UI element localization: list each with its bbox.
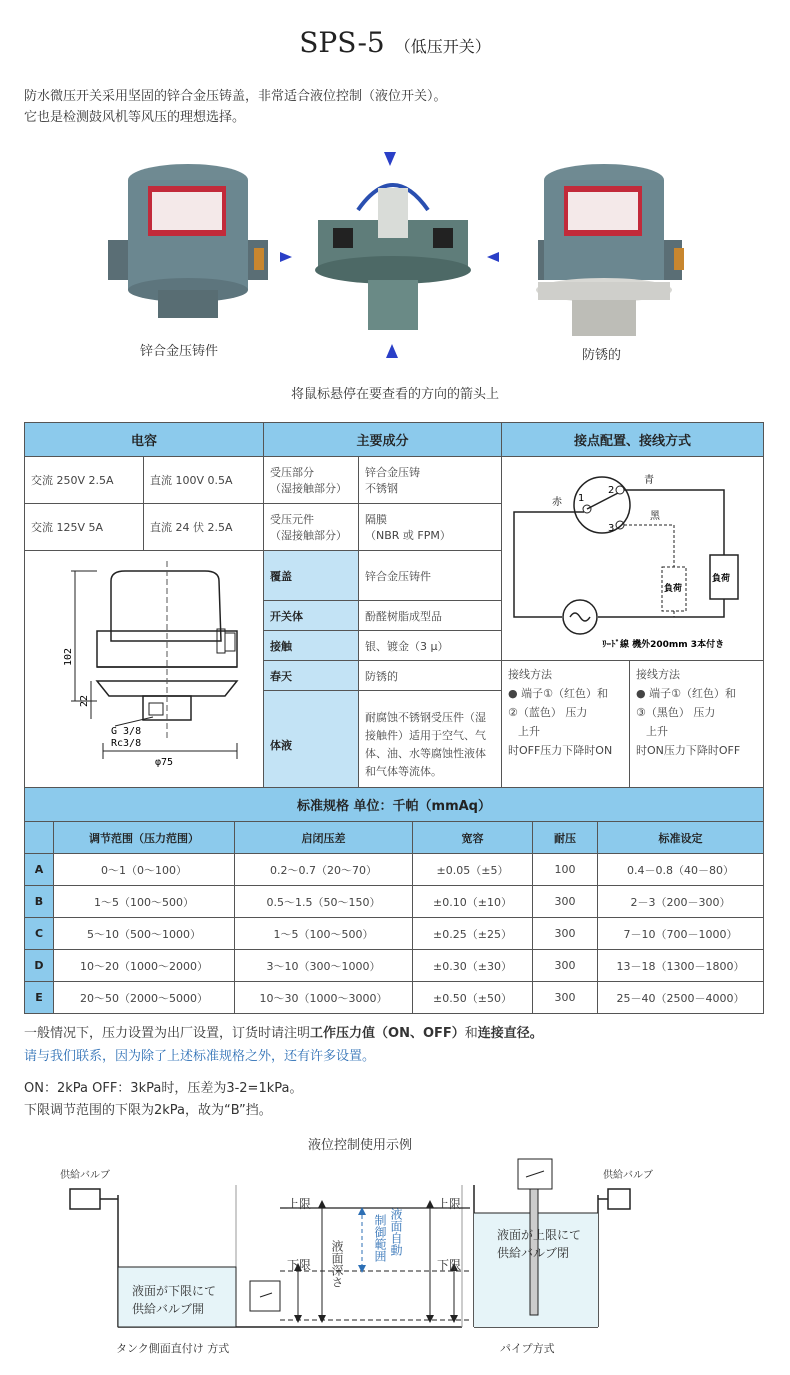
method-right-line: 时ON压力下降时OFF (636, 744, 741, 757)
intro-text (24, 86, 447, 128)
note-lower-limit: 下限调节范围的下限为2kPa，故为“B”挡。 (24, 1103, 272, 1118)
wire-blue-label: 青 (644, 475, 654, 486)
cell: 3～10（300～1000） (235, 950, 413, 982)
dim-thread-rc: Rc3/8 (111, 738, 142, 749)
right-tank-note-line: 供給バルブ閉 (497, 1246, 570, 1260)
cell: ±0.10（±10） (413, 886, 533, 918)
capacity-ac250: 交流 250V 2.5A (25, 457, 144, 504)
method-left-line: 上升 (518, 725, 540, 738)
wiring-method-right (630, 661, 764, 799)
note-contact: 请与我们联系，因为除了上述标准规格之外，还有许多设置。 (24, 1049, 376, 1064)
col-header: 调节范围（压力范围） (54, 822, 235, 854)
load-label-dashed: 負荷 (664, 584, 683, 594)
cell: ±0.25（±25） (413, 918, 533, 950)
cell: 300 (533, 950, 598, 982)
method-left-title: 接线方法 (508, 668, 552, 681)
standard-table (24, 787, 764, 1014)
terminal-1: 1 (578, 493, 585, 504)
method-left-line: ②（蓝色） 压力 (508, 706, 588, 719)
method-right-line: ③（黑色） 压力 (636, 706, 716, 719)
header-components: 主要成分 (264, 423, 502, 457)
cell: 25－40（2500－4000） (598, 982, 764, 1014)
dimension-drawing-cell (25, 551, 264, 799)
table-row (25, 854, 764, 886)
comp-label: 覆盖 (264, 551, 359, 601)
left-tank-note-line: 供給バルブ開 (132, 1302, 205, 1316)
cell: 1～5（100～500） (235, 918, 413, 950)
comp-label: 开关体 (264, 601, 359, 631)
col-header: 启闭压差 (235, 822, 413, 854)
right-tank-note-line: 液面が上限にて (497, 1228, 582, 1242)
wire-black-label: 黑 (650, 511, 660, 522)
cell: 20～50（2000～5000） (54, 982, 235, 1014)
comp-value: 酚醛树脂成型品 (359, 601, 502, 631)
cell: 1～5（100～500） (54, 886, 235, 918)
col-header: 宽容 (413, 822, 533, 854)
comp-value: 耐腐蚀不锈钢受压件（湿接触件）适用于空气、气体、油、水等腐蚀性液体和气体等流体。 (359, 691, 502, 799)
comp-value: 防锈的 (359, 661, 502, 691)
cell: 0～1（0～100） (54, 854, 235, 886)
upper-limit-right: 上限 (437, 1197, 462, 1211)
spec-table (24, 422, 764, 799)
product-illustrations (0, 140, 790, 400)
comp-value: 锌合金压铸件 (359, 551, 502, 601)
caption-zinc-diecast: 锌合金压铸件 (140, 344, 219, 359)
dim-height: 102 (63, 647, 74, 666)
left-product-image (108, 164, 268, 318)
wiring-method-left (502, 661, 630, 799)
arrow-left-icon[interactable] (487, 252, 499, 262)
capacity-dc100: 直流 100V 0.5A (144, 457, 264, 504)
method-right-title: 接线方法 (636, 668, 680, 681)
note-bold: 连接直径。 (477, 1026, 543, 1041)
col-header: 标准设定 (598, 822, 764, 854)
left-method-caption: タンク側面直付け 方式 (116, 1342, 230, 1355)
terminal-3: 3 (608, 523, 615, 534)
note-text: 一般情况下，压力设置为出厂设置，订货时请注明 (24, 1026, 311, 1041)
hover-hint: 将鼠标悬停在要查看的方向的箭头上 (290, 387, 499, 402)
wire-red-label: 赤 (552, 497, 562, 508)
dim-thread-g: G 3/8 (111, 726, 142, 737)
cell: 300 (533, 918, 598, 950)
comp-label: 春天 (264, 661, 359, 691)
cell: 10～20（1000～2000） (54, 950, 235, 982)
standard-title: 标准规格 单位：千帕（mmAq） (25, 788, 764, 822)
wiring-diagram-cell (502, 457, 764, 661)
wiring-diagram (502, 457, 762, 657)
comp-label: 受压元件 （湿接触部分） (264, 504, 359, 551)
upper-limit-left: 上限 (287, 1197, 312, 1211)
row-code: A (25, 854, 54, 886)
lead-wire-note: ﾘｰﾄﾞ線 機外200mm 3本付き (602, 640, 725, 650)
dim-base: 22 (79, 694, 90, 707)
arrow-up-icon[interactable] (386, 344, 398, 358)
comp-label: 体液 (264, 691, 359, 799)
control-range-label: 制御範囲 (373, 1214, 387, 1262)
note-text: 和 (464, 1026, 478, 1041)
comp-label: 受压部分 （湿接触部分） (264, 457, 359, 504)
caption-rustproof: 防锈的 (582, 348, 622, 363)
header-capacity: 电容 (25, 423, 264, 457)
cell: ±0.05（±5） (413, 854, 533, 886)
valve-right-label: 供給バルブ (603, 1170, 653, 1181)
product-photos (0, 140, 790, 410)
valve-left-label: 供給バルブ (60, 1170, 110, 1181)
note-example: ON：2kPa OFF：3kPa时，压差为3-2=1kPa。 (24, 1081, 303, 1096)
cell: 300 (533, 982, 598, 1014)
cell: 0.5～1.5（50～150） (235, 886, 413, 918)
table-row (25, 886, 764, 918)
cell: 7－10（700－1000） (598, 918, 764, 950)
note-bold: 工作压力值（ON、OFF） (310, 1026, 465, 1041)
capacity-ac125: 交流 125V 5A (25, 504, 144, 551)
left-tank-note-line: 液面が下限にて (132, 1284, 217, 1298)
level-depth-label: 液面深さ (330, 1240, 344, 1288)
arrow-right-icon[interactable] (280, 252, 292, 262)
lower-limit-left: 下限 (287, 1258, 312, 1272)
cell: 2－3（200－300） (598, 886, 764, 918)
right-tank-note (497, 1226, 581, 1262)
cell: 0.4－0.8（40－80） (598, 854, 764, 886)
dimension-drawing (25, 551, 263, 781)
title-main: SPS-5 (299, 26, 385, 59)
method-right-line: 上升 (646, 725, 668, 738)
cell: 0.2～0.7（20～70） (235, 854, 413, 886)
comp-value: 锌合金压铸 不锈钢 (359, 457, 502, 504)
terminal-2: 2 (608, 485, 615, 496)
cell: 10～30（1000～3000） (235, 982, 413, 1014)
right-product-image (536, 164, 684, 336)
col-header: 耐压 (533, 822, 598, 854)
method-right-line: ● 端子①（红色）和 (636, 687, 736, 700)
intro-line-1: 防水微压开关采用坚固的锌合金压铸盖，非常适合液位控制（液位开关）。 (24, 89, 447, 104)
method-left-line: 时OFF压力下降时ON (508, 744, 613, 757)
capacity-dc24: 直流 24 伏 2.5A (144, 504, 264, 551)
left-tank-note (132, 1282, 216, 1318)
middle-product-image (315, 185, 471, 330)
right-method-caption: パイプ方式 (500, 1342, 555, 1355)
dim-diameter: φ75 (155, 757, 174, 768)
comp-value: 银、镀金（3 μ） (359, 631, 502, 661)
title-sub: （低压开关） (394, 37, 491, 56)
comp-label: 接触 (264, 631, 359, 661)
method-left-line: ● 端子①（红色）和 (508, 687, 608, 700)
cell: 13－18（1300－1800） (598, 950, 764, 982)
intro-line-2: 它也是检测鼓风机等风压的理想选择。 (24, 110, 246, 125)
diagram-title: 液位控制使用示例 (307, 1138, 412, 1153)
auto-level-label: 液面自動 (389, 1208, 403, 1256)
table-row (25, 950, 764, 982)
note-order (24, 1022, 543, 1041)
table-row (25, 918, 764, 950)
row-code: D (25, 950, 54, 982)
header-wiring: 接点配置、接线方式 (502, 423, 764, 457)
table-row (25, 982, 764, 1014)
page-title (0, 26, 790, 59)
cell: ±0.50（±50） (413, 982, 533, 1014)
row-code: C (25, 918, 54, 950)
row-code: E (25, 982, 54, 1014)
level-control-diagram (50, 1155, 740, 1365)
col-header (25, 822, 54, 854)
cell: ±0.30（±30） (413, 950, 533, 982)
cell: 5～10（500～1000） (54, 918, 235, 950)
cell: 100 (533, 854, 598, 886)
lower-limit-right: 下限 (437, 1258, 462, 1272)
arrow-down-icon[interactable] (384, 152, 396, 166)
row-code: B (25, 886, 54, 918)
cell: 300 (533, 886, 598, 918)
load-label-solid: 負荷 (712, 574, 731, 584)
comp-value: 隔膜 （NBR 或 FPM） (359, 504, 502, 551)
